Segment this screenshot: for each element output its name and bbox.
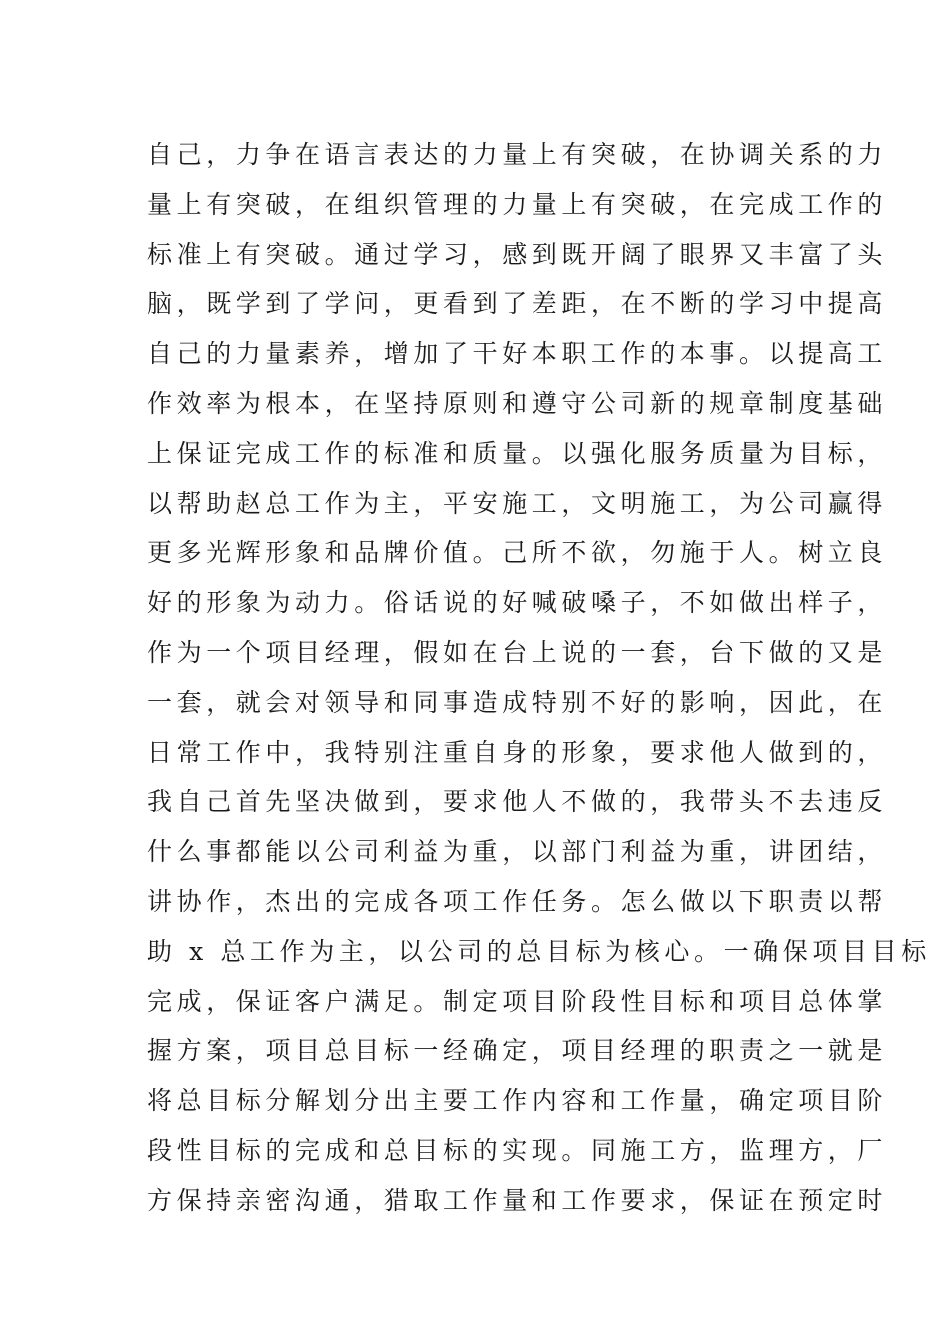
text-line: 将总目标分解划分出主要工作内容和工作量，确定项目阶 [147, 1086, 888, 1116]
text-line: 脑，既学到了学问，更看到了差距，在不断的学习中提高 [147, 289, 888, 319]
text-line: 日常工作中，我特别注重自身的形象，要求他人做到的， [147, 737, 888, 767]
text-line: 方保持亲密沟通，猎取工作量和工作要求，保证在预定时 [147, 1185, 888, 1215]
text-line: 更多光辉形象和品牌价值。己所不欲，勿施于人。树立良 [147, 538, 888, 568]
body-text [147, 130, 931, 1226]
text-line: 作效率为根本，在坚持原则和遵守公司新的规章制度基础 [147, 388, 888, 418]
text-line: 上保证完成工作的标准和质量。以强化服务质量为目标， [147, 438, 888, 468]
text-line: 标准上有突破。通过学习，感到既开阔了眼界又丰富了头 [147, 239, 888, 269]
text-line: 作为一个项目经理，假如在台上说的一套，台下做的又是 [147, 637, 888, 667]
text-line: 以帮助赵总工作为主，平安施工，文明施工，为公司赢得 [147, 488, 888, 518]
text-line: 助 x 总工作为主，以公司的总目标为核心。一确保项目目标 [147, 936, 931, 966]
text-line: 我自己首先坚决做到，要求他人不做的，我带头不去违反 [147, 787, 888, 817]
text-line: 段性目标的完成和总目标的实现。同施工方，监理方，厂 [147, 1135, 888, 1165]
text-line: 一套，就会对领导和同事造成特别不好的影响，因此，在 [147, 687, 888, 717]
text-line: 自己，力争在语言表达的力量上有突破，在协调关系的力 [147, 140, 888, 169]
text-line: 好的形象为动力。俗话说的好喊破嗓子，不如做出样子， [147, 588, 888, 618]
text-line: 量上有突破，在组织管理的力量上有突破，在完成工作的 [147, 189, 888, 219]
text-line: 讲协作，杰出的完成各项工作任务。怎么做以下职责以帮 [147, 886, 888, 916]
text-line: 自己的力量素养，增加了干好本职工作的本事。以提高工 [147, 339, 888, 369]
text-line: 什么事都能以公司利益为重，以部门利益为重，讲团结， [147, 837, 888, 867]
text-line: 握方案，项目总目标一经确定，项目经理的职责之一就是 [147, 1036, 888, 1066]
text-line: 完成，保证客户满足。制定项目阶段性目标和项目总体掌 [147, 986, 888, 1016]
